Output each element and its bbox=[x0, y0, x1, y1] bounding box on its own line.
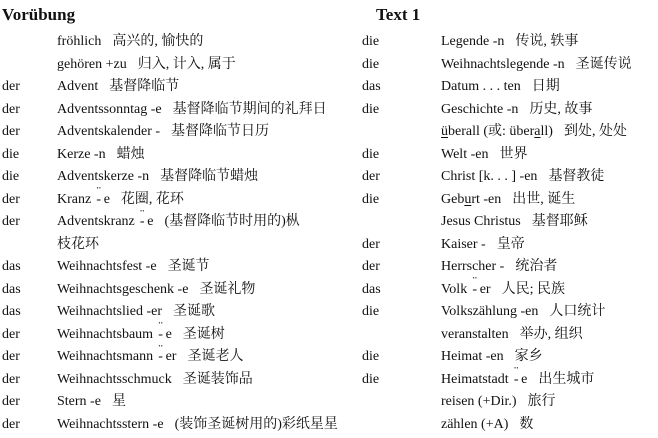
entry-content bbox=[57, 211, 348, 256]
article-label bbox=[362, 414, 441, 437]
vocab-row bbox=[362, 76, 656, 99]
section-text1 bbox=[362, 5, 656, 436]
german-term: Kranz ¨ - e bbox=[57, 192, 110, 207]
german-term: überall (或: überall) bbox=[441, 124, 553, 139]
chinese-gloss: (装饰圣诞树用的)彩纸星星 bbox=[174, 416, 338, 432]
german-term: Weihnachtsmann ¨ - er bbox=[57, 349, 176, 364]
chinese-gloss: 人口统计 bbox=[549, 304, 606, 319]
entry-content bbox=[57, 324, 348, 347]
german-term: Datum . . . ten bbox=[441, 79, 521, 94]
entry-content bbox=[441, 166, 656, 189]
german-term: Adventskerze -n bbox=[57, 169, 150, 184]
vocab-row bbox=[362, 301, 656, 324]
german-term: Volkszählung -en bbox=[441, 304, 539, 319]
chinese-gloss: 统治者 bbox=[515, 259, 558, 274]
chinese-gloss: 基督耶稣 bbox=[531, 214, 588, 229]
entry-content bbox=[57, 76, 348, 99]
chinese-gloss: 圣诞传说 bbox=[575, 56, 632, 72]
entry-content bbox=[441, 391, 656, 414]
vocab-row bbox=[2, 346, 348, 369]
section-voruebung bbox=[0, 5, 348, 436]
german-term: Legende -n bbox=[441, 34, 505, 49]
chinese-gloss: 圣诞树 bbox=[182, 326, 225, 342]
german-term: Weihnachtslegende -n bbox=[441, 56, 565, 72]
article-label: das bbox=[362, 281, 381, 297]
article-label bbox=[362, 211, 441, 234]
german-term: Weihnachtslied -er bbox=[57, 304, 162, 319]
german-term: Geburt -en bbox=[441, 191, 502, 207]
entry-content bbox=[57, 189, 348, 212]
entry-content bbox=[57, 391, 348, 414]
chinese-gloss: 圣诞礼物 bbox=[199, 281, 256, 297]
vocab-row bbox=[2, 31, 348, 54]
entry-content bbox=[441, 144, 656, 167]
article-label: der bbox=[2, 326, 20, 342]
article-label: die bbox=[362, 349, 380, 364]
article-label: der bbox=[2, 371, 20, 387]
chinese-gloss: 基督降临节日历 bbox=[171, 124, 270, 139]
vocab-list-voruebung bbox=[2, 31, 348, 436]
article-label bbox=[362, 391, 441, 414]
article-label: der bbox=[2, 79, 20, 94]
chinese-gloss: 家乡 bbox=[514, 349, 543, 364]
article-label: die bbox=[2, 146, 20, 162]
german-term: Adventssonntag -e bbox=[57, 101, 162, 117]
entry-content bbox=[441, 301, 656, 324]
vocab-row bbox=[2, 189, 348, 212]
chinese-gloss: 出生城市 bbox=[538, 371, 595, 387]
article-label: das bbox=[2, 304, 21, 319]
vocab-row bbox=[2, 54, 348, 77]
entry-content bbox=[441, 211, 656, 234]
vocab-row bbox=[2, 99, 348, 122]
vocab-list-text1 bbox=[362, 31, 656, 436]
chinese-gloss: 历史, 故事 bbox=[529, 101, 593, 117]
entry-content bbox=[57, 414, 348, 437]
entry-content bbox=[57, 301, 348, 324]
chinese-gloss: 传说, 轶事 bbox=[515, 34, 579, 49]
article-label: der bbox=[2, 214, 20, 229]
entry-content bbox=[57, 54, 348, 77]
vocab-row bbox=[2, 76, 348, 99]
entry-content bbox=[441, 99, 656, 122]
german-term: fröhlich bbox=[57, 34, 102, 49]
german-term: Kerze -n bbox=[57, 146, 106, 162]
entry-content bbox=[441, 346, 656, 369]
chinese-gloss: (基督降临节时用的)枞 bbox=[164, 214, 300, 229]
german-term: Welt -en bbox=[441, 146, 489, 162]
article-label: der bbox=[2, 349, 20, 364]
umlaut-plural-mark: ¨ - bbox=[157, 324, 165, 347]
vocab-row bbox=[2, 166, 348, 189]
entry-content bbox=[441, 121, 656, 144]
vocab-row bbox=[2, 324, 348, 347]
vocab-row bbox=[2, 369, 348, 392]
german-term: Herrscher - bbox=[441, 259, 505, 274]
chinese-gloss: 花圈, 花环 bbox=[120, 191, 184, 207]
chinese-gloss: 基督降临节蜡烛 bbox=[160, 169, 259, 184]
umlaut-plural-mark: ¨ - bbox=[95, 189, 103, 212]
chinese-gloss: 皇帝 bbox=[496, 236, 525, 252]
german-term: Jesus Christus bbox=[441, 214, 521, 229]
entry-content bbox=[441, 414, 656, 437]
chinese-gloss: 到处, 处处 bbox=[563, 124, 627, 139]
chinese-gloss: 基督降临节期间的礼拜日 bbox=[172, 101, 327, 117]
german-term: Heimat -en bbox=[441, 349, 504, 364]
german-term: Weihnachtsgeschenk -e bbox=[57, 281, 189, 297]
article-label: der bbox=[2, 416, 20, 432]
umlaut-plural-mark: ¨ - bbox=[512, 369, 520, 392]
vocab-row bbox=[2, 279, 348, 302]
article-label: der bbox=[2, 394, 20, 409]
chinese-gloss: 数 bbox=[519, 416, 534, 432]
chinese-gloss: 基督教徒 bbox=[548, 169, 605, 184]
section-title-text1: Text 1 bbox=[376, 5, 421, 24]
entry-content bbox=[57, 31, 348, 54]
entry-content bbox=[441, 54, 656, 77]
article-label bbox=[362, 324, 441, 347]
chinese-gloss: 星 bbox=[111, 394, 126, 409]
vocab-row bbox=[2, 144, 348, 167]
article-label: das bbox=[2, 259, 21, 274]
chinese-gloss: 举办, 组织 bbox=[519, 326, 583, 342]
chinese-gloss: 出世, 诞生 bbox=[512, 191, 576, 207]
article-label: der bbox=[362, 236, 380, 252]
article-label: die bbox=[362, 304, 380, 319]
german-term: Stern -e bbox=[57, 394, 101, 409]
section-title-voruebung: Vorübung bbox=[2, 5, 76, 24]
chinese-gloss: 世界 bbox=[499, 146, 528, 162]
entry-content bbox=[57, 369, 348, 392]
german-term: veranstalten bbox=[441, 326, 509, 342]
vocab-row bbox=[2, 414, 348, 437]
article-label: die bbox=[2, 169, 20, 184]
german-term: Weihnachtsbaum ¨ - e bbox=[57, 327, 172, 342]
chinese-gloss: 圣诞歌 bbox=[173, 304, 215, 319]
vocab-row bbox=[362, 211, 656, 234]
vocab-row bbox=[2, 211, 348, 256]
chinese-gloss: 蜡烛 bbox=[116, 146, 145, 162]
article-label: der bbox=[362, 169, 380, 184]
entry-content bbox=[57, 121, 348, 144]
chinese-gloss: 圣诞装饰品 bbox=[182, 371, 253, 387]
article-label: die bbox=[362, 34, 380, 49]
german-term: Weihnachtsfest -e bbox=[57, 259, 157, 274]
vocab-row bbox=[362, 54, 656, 77]
vocab-row bbox=[362, 279, 656, 302]
article-label: das bbox=[362, 79, 381, 94]
chinese-gloss: 旅行 bbox=[527, 394, 556, 409]
chinese-gloss: 归入, 计入, 属于 bbox=[137, 56, 236, 72]
german-term: Kaiser - bbox=[441, 236, 486, 252]
vocab-row bbox=[2, 256, 348, 279]
german-term: zählen (+A) bbox=[441, 416, 509, 432]
vocab-row bbox=[362, 189, 656, 212]
german-term: Adventskranz ¨ - e bbox=[57, 214, 153, 229]
entry-content bbox=[441, 76, 656, 99]
stress-underline: u bbox=[464, 191, 472, 207]
vocab-row bbox=[362, 414, 656, 437]
chinese-gloss: 圣诞老人 bbox=[187, 349, 244, 364]
umlaut-plural-mark: ¨ - bbox=[471, 279, 479, 302]
article-label: die bbox=[362, 146, 380, 162]
umlaut-plural-mark: ¨ - bbox=[138, 211, 146, 234]
chinese-gloss: 圣诞节 bbox=[167, 259, 210, 274]
vocab-row bbox=[362, 256, 656, 279]
entry-content bbox=[57, 99, 348, 122]
german-term: gehören +zu bbox=[57, 56, 127, 72]
chinese-gloss: 人民; 民族 bbox=[501, 281, 565, 297]
entry-content bbox=[57, 346, 348, 369]
article-label: der bbox=[362, 259, 380, 274]
german-term: reisen (+Dir.) bbox=[441, 394, 517, 409]
german-term: Heimatstadt ¨ - e bbox=[441, 372, 527, 387]
german-term: Geschichte -n bbox=[441, 101, 519, 117]
vocab-row bbox=[2, 391, 348, 414]
entry-content bbox=[441, 31, 656, 54]
vocab-row bbox=[2, 121, 348, 144]
entry-content bbox=[57, 256, 348, 279]
vocab-row bbox=[362, 31, 656, 54]
german-term: Weihnachtsschmuck bbox=[57, 371, 172, 387]
article-label: das bbox=[2, 281, 21, 297]
vocab-row bbox=[362, 369, 656, 392]
article-label bbox=[2, 54, 57, 77]
entry-content bbox=[441, 324, 656, 347]
entry-content bbox=[441, 369, 656, 392]
article-label: der bbox=[2, 191, 20, 207]
article-label bbox=[362, 121, 441, 144]
entry-content bbox=[441, 189, 656, 212]
vocab-row bbox=[362, 391, 656, 414]
vocab-row bbox=[2, 301, 348, 324]
chinese-gloss: 日期 bbox=[531, 79, 560, 94]
vocab-row bbox=[362, 99, 656, 122]
vocab-row bbox=[362, 166, 656, 189]
article-label: der bbox=[2, 124, 20, 139]
article-label: die bbox=[362, 101, 380, 117]
stress-underline: ü bbox=[441, 124, 448, 139]
article-label: die bbox=[362, 371, 380, 387]
german-term: Christ [k. . . ] -en bbox=[441, 169, 538, 184]
entry-content bbox=[441, 279, 656, 302]
stress-underline: a bbox=[534, 124, 541, 139]
german-term: Advent bbox=[57, 79, 99, 94]
german-term: Weihnachtsstern -e bbox=[57, 416, 164, 432]
article-label: die bbox=[362, 191, 380, 207]
chinese-gloss: 基督降临节 bbox=[109, 79, 180, 94]
umlaut-plural-mark: ¨ - bbox=[157, 346, 165, 369]
entry-content bbox=[441, 234, 656, 257]
chinese-gloss: 高兴的, 愉快的 bbox=[112, 34, 204, 49]
chinese-gloss-continued: 枝花环 bbox=[57, 236, 99, 252]
vocab-row bbox=[362, 144, 656, 167]
entry-content bbox=[57, 279, 348, 302]
vocab-row bbox=[362, 234, 656, 257]
article-label: die bbox=[362, 56, 380, 72]
german-term: Volk ¨ - er bbox=[441, 282, 491, 297]
article-label: der bbox=[2, 101, 20, 117]
vocab-row bbox=[362, 324, 656, 347]
vocab-row bbox=[362, 121, 656, 144]
article-label bbox=[2, 31, 57, 54]
german-term: Adventskalender - bbox=[57, 124, 161, 139]
vocab-row bbox=[362, 346, 656, 369]
entry-content bbox=[57, 144, 348, 167]
